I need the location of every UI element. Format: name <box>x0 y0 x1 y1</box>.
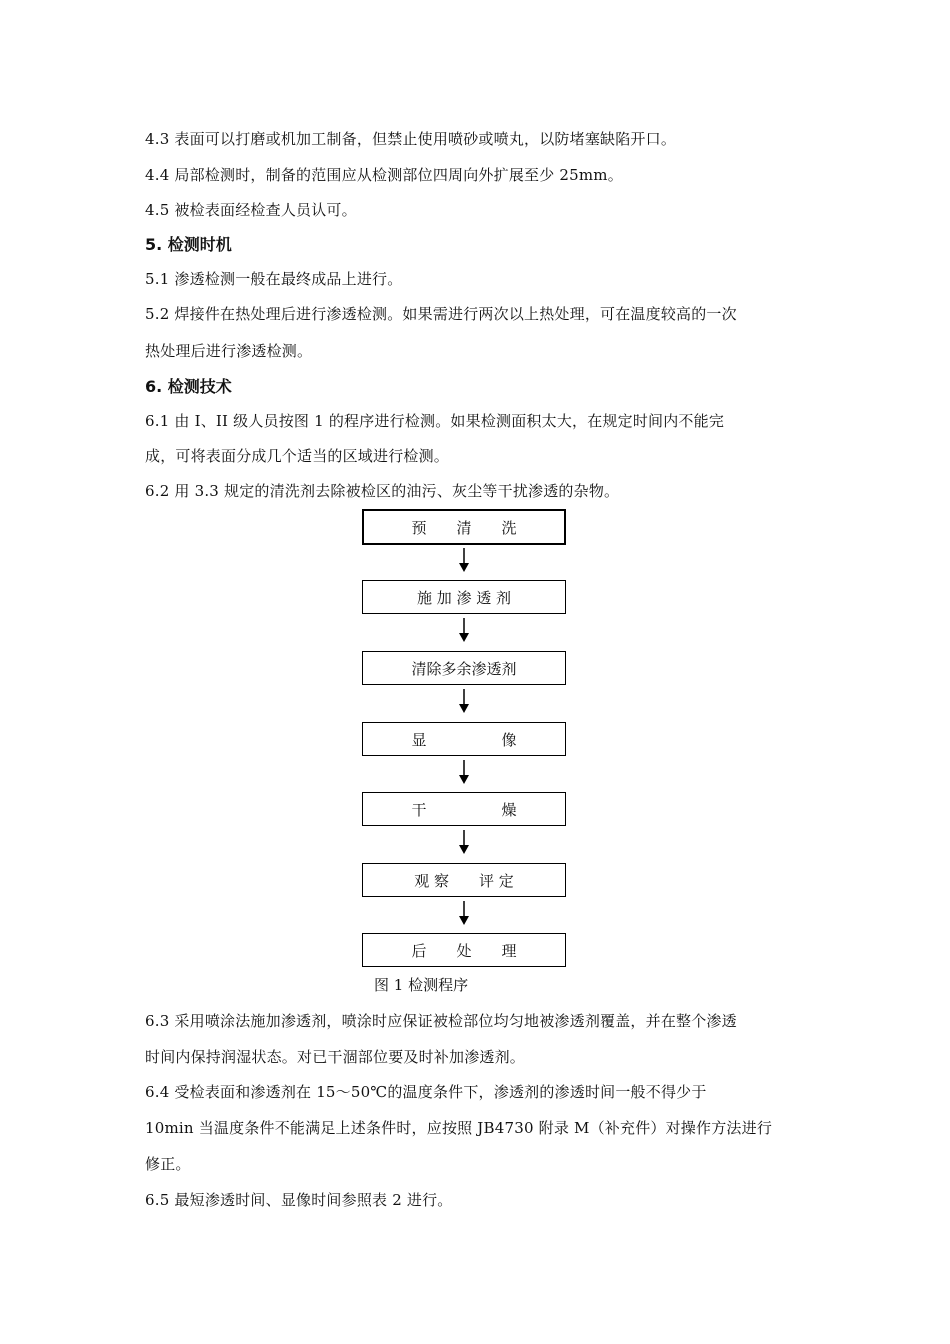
paragraph-6-3-line1: 6.3 采用喷涂法施加渗透剂，喷涂时应保证被检部位均匀地被渗透剂覆盖，并在整个渗透 <box>145 1012 737 1030</box>
flow-arrow-1 <box>458 548 470 572</box>
flow-arrow-3 <box>458 689 470 713</box>
flow-step-observe-evaluate: 观 察 评 定 <box>362 863 566 897</box>
paragraph-6-3-line2: 时间内保持润湿状态。对已干涸部位要及时补加渗透剂。 <box>145 1048 526 1066</box>
paragraph-6-1-line2: 成，可将表面分成几个适当的区域进行检测。 <box>145 447 450 465</box>
section-6-heading: 6. 检测技术 <box>145 377 232 396</box>
paragraph-6-1-line1: 6.1 由 I、II 级人员按图 1 的程序进行检测。如果检测面积太大，在规定时间内不能完 <box>145 412 725 430</box>
paragraph-4-5: 4.5 被检表面经检查人员认可。 <box>145 201 357 219</box>
paragraph-6-4-line2: 10min 当温度条件不能满足上述条件时，应按照 JB4730 附录 M（补充件）对操作方法进行 <box>145 1119 773 1137</box>
figure-caption: 图 1 检测程序 <box>374 976 469 994</box>
flow-step-remove-excess: 清除多余渗透剂 <box>362 651 566 685</box>
flow-step-pre-clean: 预 清 洗 <box>362 509 566 545</box>
paragraph-5-2-line1: 5.2 焊接件在热处理后进行渗透检测。如果需进行两次以上热处理，可在温度较高的一次 <box>145 305 737 323</box>
flow-arrow-5 <box>458 830 470 854</box>
paragraph-4-3: 4.3 表面可以打磨或机加工制备，但禁止使用喷砂或喷丸，以防堵塞缺陷开口。 <box>145 130 677 148</box>
flow-arrow-6 <box>458 901 470 925</box>
paragraph-5-2-line2: 热处理后进行渗透检测。 <box>145 342 313 360</box>
section-5-heading: 5. 检测时机 <box>145 235 232 254</box>
paragraph-4-4: 4.4 局部检测时，制备的范围应从检测部位四周向外扩展至少 25mm。 <box>145 166 623 184</box>
paragraph-6-4-line1: 6.4 受检表面和渗透剂在 15～50℃的温度条件下，渗透剂的渗透时间一般不得少于 <box>145 1083 707 1101</box>
paragraph-6-4-line3: 修正。 <box>145 1155 191 1173</box>
paragraph-6-2: 6.2 用 3.3 规定的清洗剂去除被检区的油污、灰尘等干扰渗透的杂物。 <box>145 482 620 500</box>
paragraph-6-5: 6.5 最短渗透时间、显像时间参照表 2 进行。 <box>145 1191 453 1209</box>
flow-step-post-treatment: 后 处 理 <box>362 933 566 967</box>
flow-arrow-4 <box>458 760 470 784</box>
flow-step-dry: 干 燥 <box>362 792 566 826</box>
flow-step-apply-penetrant: 施 加 渗 透 剂 <box>362 580 566 614</box>
flow-arrow-2 <box>458 618 470 642</box>
flow-step-develop: 显 像 <box>362 722 566 756</box>
paragraph-5-1: 5.1 渗透检测一般在最终成品上进行。 <box>145 270 403 288</box>
